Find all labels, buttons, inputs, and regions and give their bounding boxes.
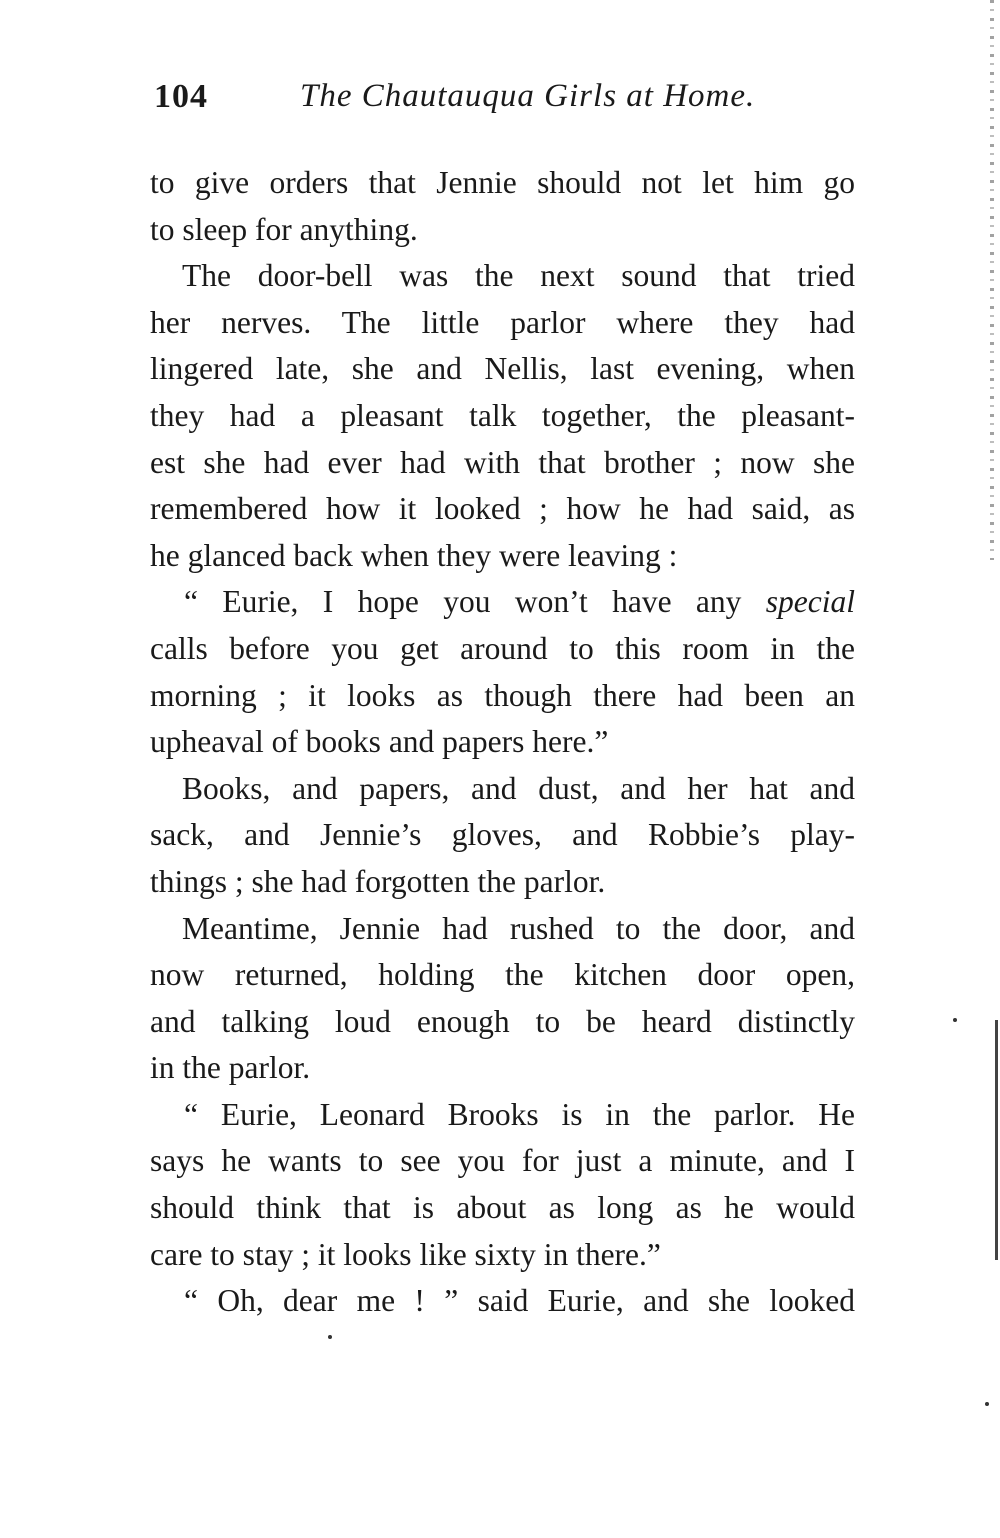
emphasized-word: special (765, 584, 855, 620)
text-line: he glanced back when they were leaving : (150, 537, 678, 573)
text-line: Meantime, Jennie had rushed to the door, and (182, 910, 855, 946)
text-line: things ; she had forgotten the parlor. (150, 863, 606, 899)
scan-edge-artifact (990, 0, 994, 560)
text-fragment: “ Eurie, I hope you won’t have any (184, 584, 766, 620)
text-line: lingered late, she and Nellis, last evening, when (150, 351, 855, 387)
text-line: they had a pleasant talk together, the pleasant- (150, 397, 855, 433)
text-line (150, 579, 855, 626)
text-line: Books, and papers, and dust, and her hat and (182, 770, 855, 806)
text-line: calls before you get around to this room in the (150, 630, 855, 666)
page-number: 104 (154, 78, 208, 115)
speck-artifact (985, 1402, 989, 1406)
text-line: her nerves. The little parlor where they had (150, 304, 855, 340)
text-line: sack, and Jennie’s gloves, and Robbie’s play- (150, 817, 855, 853)
text-line: upheaval of books and papers here.” (150, 724, 609, 760)
page-header (150, 78, 855, 128)
text-line: morning ; it looks as though there had been an (150, 677, 855, 713)
text-line: in the parlor. (150, 1050, 311, 1086)
speck-artifact (328, 1335, 332, 1339)
text-line: The door-bell was the next sound that tried (182, 258, 855, 294)
text-line: and talking loud enough to be heard distinctly (150, 1003, 855, 1039)
text-line: remembered how it looked ; how he had said, as (150, 491, 855, 527)
text-line: now returned, holding the kitchen door open, (150, 957, 855, 993)
text-line: “ Eurie, Leonard Brooks is in the parlor. He (184, 1096, 855, 1132)
body-text (150, 160, 855, 1325)
speck-artifact (953, 1018, 957, 1022)
scan-edge-artifact (995, 1020, 998, 1260)
text-line: est she had ever had with that brother ; now she (150, 444, 855, 480)
text-line: to sleep for anything. (150, 211, 418, 247)
text-line: says he wants to see you for just a minute, and I (150, 1143, 855, 1179)
text-line: to give orders that Jennie should not let him go (150, 165, 855, 200)
running-title: The Chautauqua Girls at Home. (300, 78, 756, 114)
text-line: should think that is about as long as he would (150, 1190, 855, 1226)
text-line: “ Oh, dear me ! ” said Eurie, and she looked (184, 1283, 855, 1319)
text-line: care to stay ; it looks like sixty in there.” (150, 1236, 661, 1272)
